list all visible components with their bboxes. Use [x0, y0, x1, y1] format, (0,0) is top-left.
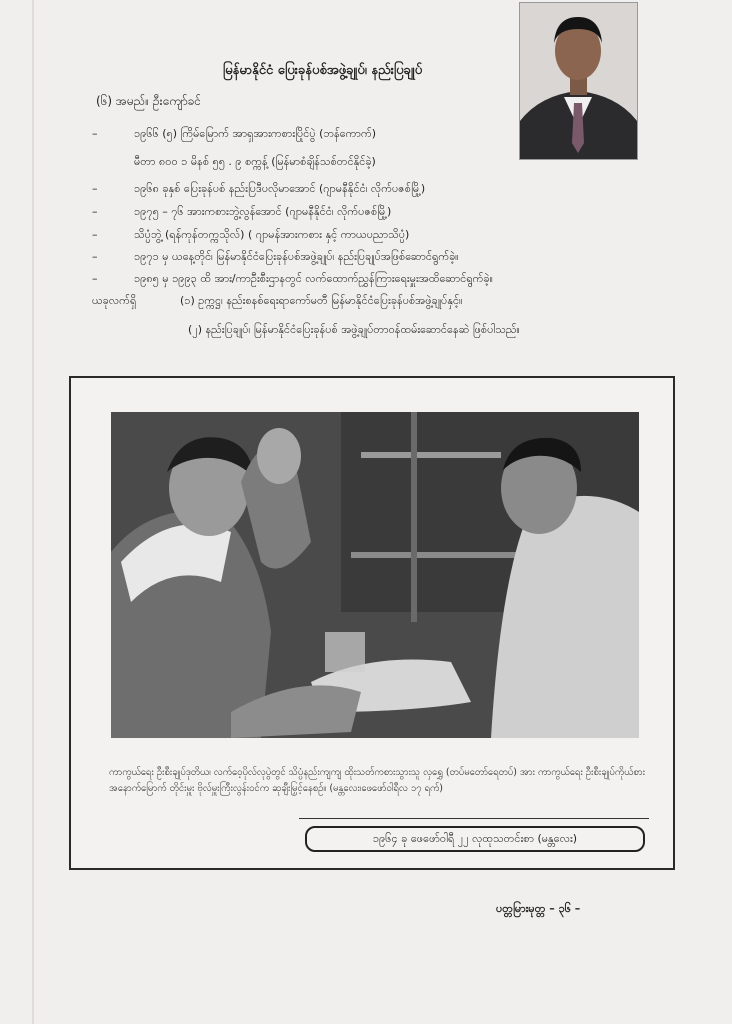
- portrait-photo: [519, 2, 638, 160]
- bio-dash: –: [92, 182, 98, 195]
- bio-dash: –: [92, 205, 98, 218]
- bio-text: ၁၉၇၅ – ၇၆ အားကစားဘွဲ့လွန်အောင် (ဂျာမနီနိုင်ငံ၊ လိုက်ပဇစ်မြို့): [134, 205, 392, 218]
- bio-text: သိပ္ပံဘွဲ့ (ရန်ကုန်တက္ကသိုလ်) ( ဂျာမန်အားကစား နှင့် ကာယပညာသိပ္ပံ): [134, 228, 410, 241]
- newspaper-source: ၁၉၆၄ ခု ဖေဖော်ဝါရီ ၂၂ လုထုသတင်းစာ (မန္တလေး): [305, 826, 645, 852]
- bio-dash: –: [92, 127, 98, 140]
- clipping-photo: [111, 412, 639, 738]
- current-position-label: ယခုလက်ရှိ: [92, 294, 137, 307]
- bio-dash: –: [92, 272, 98, 285]
- bio-text: မီတာ ၈၀၀ ၁ မိနစ် ၅၅ . ၉ စက္ကန့် (မြန်မာစံချိန်သစ်တင်နိုင်ခဲ့): [134, 155, 376, 168]
- bio-text: ၁၉၆၈ ခုနှစ် ပြေးခုန်ပစ် နည်းပြဒီပလိုမာအောင် (ဂျာမနီနိုင်ငံ၊ လိုက်ပဇစ်မြို့): [134, 182, 426, 195]
- newspaper-clipping: [69, 376, 675, 870]
- bio-text: ၁၉၇၁ မှ ယနေ့တိုင်၊ မြန်မာနိုင်ငံပြေးခုန်ပစ်အဖွဲ့ချုပ်၊ နည်းပြချုပ်အဖြစ်ဆောင်ရွက်ခဲ့။: [134, 250, 459, 263]
- photo-caption: ကာကွယ်ရေး ဦးစီးချုပ်ဒုတိယ၊ လက်ဝေ့ပိုလ်လုပွဲတွင် သိပ္ပံနည်းကျကျ ထိုးသတ်ကစားသွားသူ လှရွှေ (တပ်မတော်ရေတပ်) အား ကာကွယ်ရေး ဦးစီးချုပ်ကိုယ်စား အနောက်မြောက် တိုင်းမှူး ဗိုလ်မှူးကြီးလွန်းဝင်က ဆုချီးမြှင့်နေစဉ်။ (မန္တလေး၊ဖေဖော်ဝါရီလ ၁၇ ရက်): [109, 767, 646, 794]
- person-name: (၆) အမည်။ ဦးကျော်ခင်: [96, 94, 202, 108]
- current-position-1: (၁) ဥက္ကဋ္ဌ၊ နည်းစနစ်ရေးရာကော်မတီ မြန်မာနိုင်ငံပြေးခုန်ပစ်အဖွဲ့ချုပ်နှင့်။: [180, 294, 463, 307]
- current-position-2: (၂) နည်းပြချုပ်၊ မြန်မာနိုင်ငံပြေးခုန်ပစ် အဖွဲ့ချုပ်တာဝန်ထမ်းဆောင်နေဆဲ ဖြစ်ပါသည်။: [188, 323, 520, 336]
- document-title: မြန်မာနိုင်ငံ ပြေးခုန်ပစ်အဖွဲ့ချုပ်၊ နည်းပြချုပ်: [223, 63, 423, 78]
- bio-text: ၁၉၆၆ (၅) ကြိမ်မြောက် အာရှအားကစားပြိုင်ပွဲ (ဘန်ကောက်): [134, 127, 377, 140]
- caption-divider: [299, 818, 649, 819]
- bio-dash: –: [92, 250, 98, 263]
- bio-dash: –: [92, 228, 98, 241]
- page-edge: [32, 0, 34, 1024]
- bio-text: ၁၉၈၅ မှ ၁၉၉၃ ထိ အား/ကာဦးစီးဌာနတွင် လက်ထောက်ညွှန်ကြားရေးမှူးအထိဆောင်ရွက်ခဲ့။: [134, 272, 493, 285]
- page-number: ပတ္တမြားမုတ္တ – ၃၆ –: [496, 902, 581, 915]
